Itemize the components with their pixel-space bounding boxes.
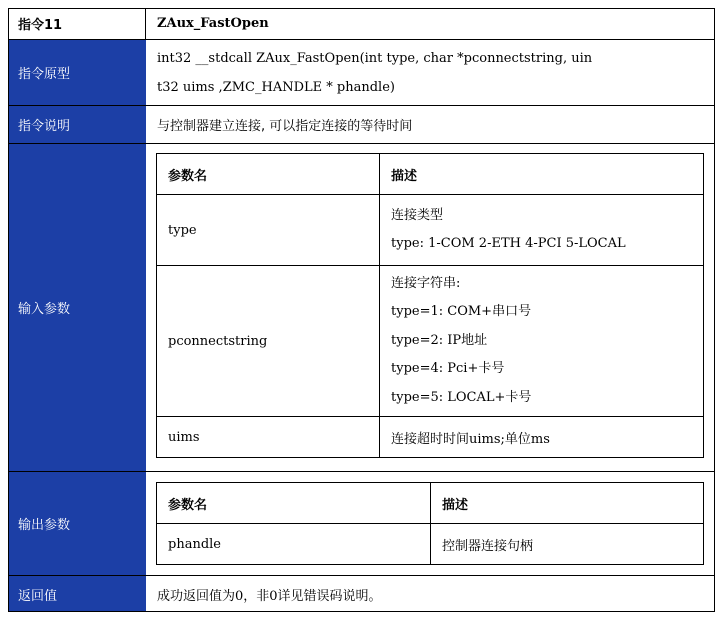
prototype-line-1: int32 __stdcall ZAux_FastOpen(int type, char *pconnectstring, uin [157, 51, 593, 66]
table-row [157, 524, 704, 565]
outputs-col-desc: 描述 [431, 483, 704, 524]
function-name: ZAux_FastOpen [157, 16, 269, 31]
param-name: type [157, 195, 380, 266]
prototype-value [146, 40, 715, 105]
return-text: 成功返回值为0，非0详见错误码说明。 [157, 588, 382, 604]
table-row [157, 266, 704, 417]
param-desc: 连接字符串: type=1: COM+串口号 type=2: IP地址 type=4: Pci+卡号 type=5: LOCAL+卡号 [380, 266, 704, 417]
description-label: 指令说明 [8, 106, 146, 143]
return-label: 返回值 [8, 576, 146, 612]
param-desc: 连接类型 type: 1-COM 2-ETH 4-PCI 5-LOCAL [380, 195, 704, 266]
param-name: pconnectstring [157, 266, 380, 417]
inputs-label: 输入参数 [8, 144, 146, 471]
outputs-label: 输出参数 [8, 472, 146, 575]
prototype-label: 指令原型 [8, 40, 146, 105]
param-name: uims [157, 417, 380, 458]
inputs-table [156, 153, 704, 458]
outputs-row [8, 472, 715, 576]
command-number: 指令11 [8, 8, 146, 39]
prototype-row [8, 40, 715, 106]
return-row [8, 576, 715, 612]
outputs-table [156, 482, 704, 565]
param-name: phandle [157, 524, 431, 565]
inputs-header-row [157, 154, 704, 195]
table-row [157, 417, 704, 458]
param-desc: 连接超时时间uims;单位ms [380, 417, 704, 458]
header-row [8, 8, 715, 40]
table-row [157, 195, 704, 266]
prototype-line-2: t32 uims ,ZMC_HANDLE * phandle) [157, 79, 395, 95]
description-row [8, 106, 715, 144]
inputs-col-name: 参数名 [157, 154, 380, 195]
outputs-header-row [157, 483, 704, 524]
inputs-row [8, 144, 715, 472]
api-doc-table [8, 8, 715, 612]
param-desc: 控制器连接句柄 [431, 524, 704, 565]
outputs-col-name: 参数名 [157, 483, 431, 524]
description-text: 与控制器建立连接, 可以指定连接的等待时间 [157, 119, 413, 134]
inputs-col-desc: 描述 [380, 154, 704, 195]
